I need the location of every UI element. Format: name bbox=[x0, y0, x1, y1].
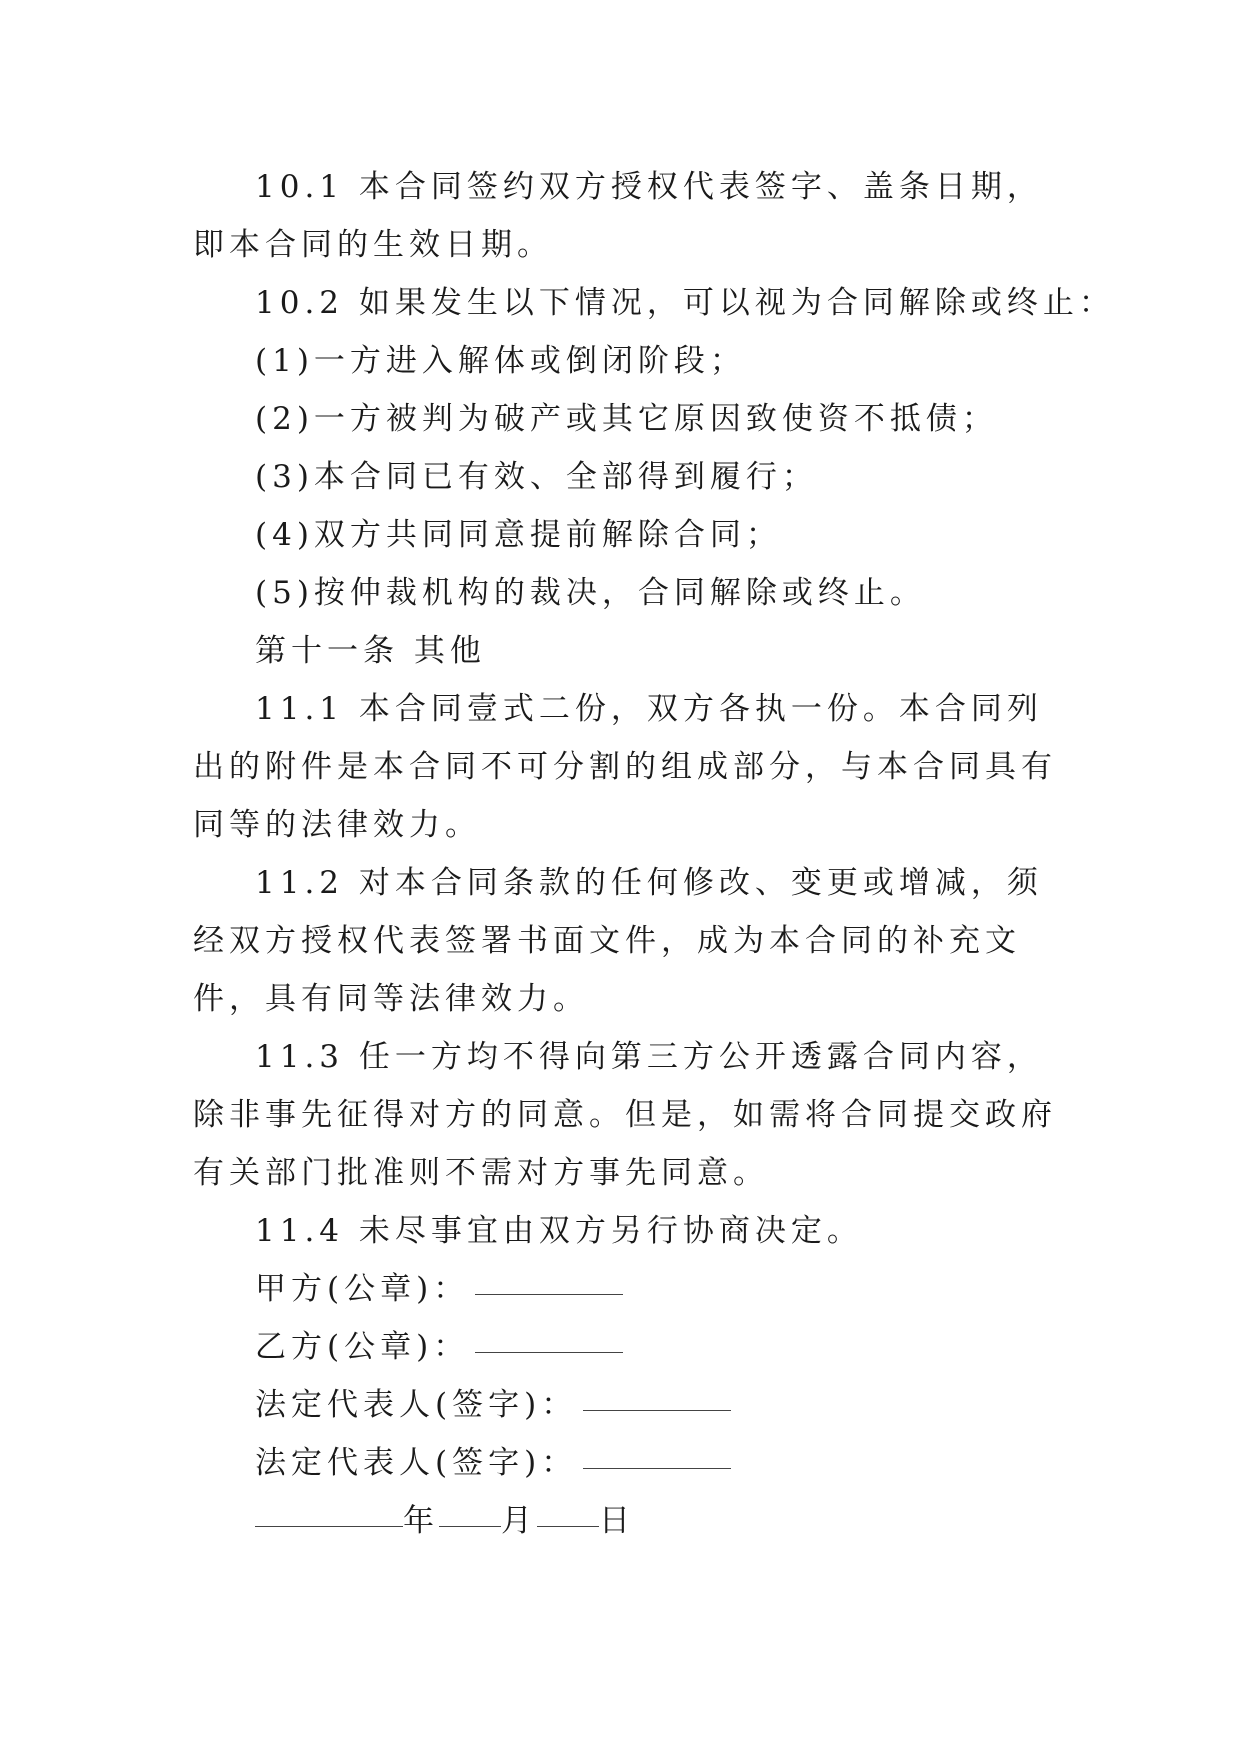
party-a-seal-blank[interactable] bbox=[475, 1293, 623, 1295]
clause-10-1: 10.1 本合同签约双方授权代表签字、盖条日期，即本合同的生效日期。 bbox=[193, 169, 1043, 263]
date-month-blank[interactable] bbox=[439, 1525, 501, 1527]
party-a-seal-label: 甲方(公章)： bbox=[255, 1271, 470, 1307]
rep-a-signature-blank[interactable] bbox=[583, 1409, 731, 1411]
party-b-seal-blank[interactable] bbox=[475, 1351, 623, 1353]
party-a-seal-line bbox=[193, 1260, 1058, 1318]
date-line bbox=[193, 1492, 1058, 1550]
date-day-label: 日 bbox=[599, 1503, 635, 1539]
date-day-blank[interactable] bbox=[537, 1525, 599, 1527]
date-month-label: 月 bbox=[501, 1503, 537, 1539]
rep-a-signature-line bbox=[193, 1376, 1058, 1434]
clause-10-2-item-2: (2)一方被判为破产或其它原因致使资不抵债； bbox=[255, 401, 998, 437]
clause-11-4: 11.4 未尽事宜由双方另行协商决定。 bbox=[255, 1213, 863, 1249]
clause-10-2-item-3: (3)本合同已有效、全部得到履行； bbox=[255, 459, 818, 495]
contract-body bbox=[193, 158, 1115, 1550]
rep-b-signature-blank[interactable] bbox=[583, 1467, 731, 1469]
clause-11-3: 11.3 任一方均不得向第三方公开透露合同内容，除非事先征得对方的同意。但是，如需将合同提交政府有关部门批准则不需对方事先同意。 bbox=[193, 1039, 1057, 1191]
rep-b-signature-label: 法定代表人(签字)： bbox=[255, 1445, 578, 1481]
rep-b-signature-line bbox=[193, 1434, 1058, 1492]
clause-11-2: 11.2 对本合同条款的任何修改、变更或增减，须经双方授权代表签署书面文件，成为本合同的补充文件，具有同等法律效力。 bbox=[193, 865, 1043, 1017]
clause-10-2-item-5: (5)按仲裁机构的裁决，合同解除或终止。 bbox=[255, 575, 926, 611]
rep-a-signature-label: 法定代表人(签字)： bbox=[255, 1387, 578, 1423]
party-b-seal-line bbox=[193, 1318, 1058, 1376]
article-11-heading: 第十一条 其他 bbox=[255, 633, 486, 669]
clause-10-2-item-1: (1)一方进入解体或倒闭阶段； bbox=[255, 343, 746, 379]
date-year-blank[interactable] bbox=[255, 1525, 403, 1527]
clause-11-1: 11.1 本合同壹式二份，双方各执一份。本合同列出的附件是本合同不可分割的组成部分，与本合同具有同等的法律效力。 bbox=[193, 691, 1057, 843]
party-b-seal-label: 乙方(公章)： bbox=[255, 1329, 470, 1365]
clause-10-2-item-4: (4)双方共同同意提前解除合同； bbox=[255, 517, 782, 553]
clause-10-2: 10.2 如果发生以下情况，可以视为合同解除或终止： bbox=[255, 285, 1115, 321]
date-year-label: 年 bbox=[403, 1503, 439, 1539]
